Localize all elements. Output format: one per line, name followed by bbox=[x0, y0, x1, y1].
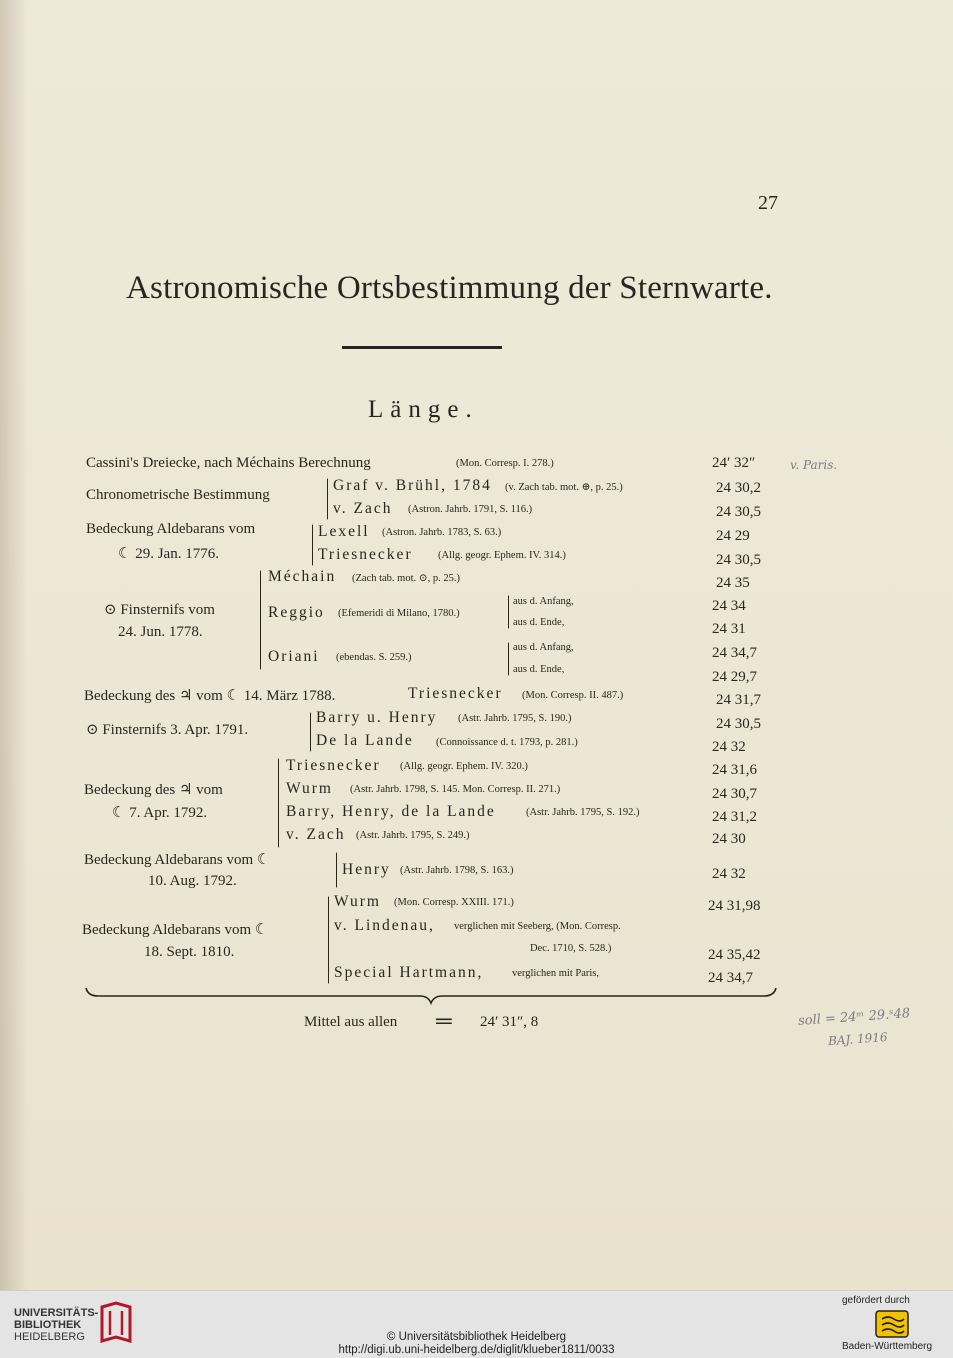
observer: De la Lande bbox=[316, 732, 414, 749]
observer: Lexell bbox=[318, 523, 370, 540]
row-reference: (Mon. Corresp. XXIII. 171.) bbox=[394, 897, 514, 908]
row-reference: (Efemeridi di Milano, 1780.) bbox=[338, 608, 460, 619]
row-reference: (Astr. Jahrb. 1795, S. 249.) bbox=[356, 830, 470, 841]
row-label: ☾ 29. Jan. 1776. bbox=[118, 546, 219, 562]
observer: Reggio bbox=[268, 604, 325, 621]
copyright-text: © Universitätsbibliothek Heidelberg bbox=[386, 1331, 567, 1343]
row-value: 24 32 bbox=[712, 739, 746, 755]
brace bbox=[310, 712, 311, 752]
observer: v. Lindenau, bbox=[334, 917, 435, 934]
copyright-block bbox=[0, 1331, 953, 1357]
mittel-value: 24′ 31″, 8 bbox=[480, 1014, 539, 1030]
observer: v. Zach bbox=[333, 500, 393, 517]
row-label: Bedeckung des ♃ vom bbox=[84, 782, 223, 798]
sub-label: aus d. Anfang, bbox=[513, 596, 574, 607]
row-reference: (Allg. geogr. Ephem. IV. 320.) bbox=[400, 761, 528, 772]
pencil-annotation: soll = 24ᵐ 29.ˢ48 bbox=[797, 1006, 911, 1029]
observer: Oriani bbox=[268, 648, 320, 665]
brace bbox=[260, 570, 261, 670]
row-label: Bedeckung des ♃ vom ☾ 14. März 1788. bbox=[84, 688, 336, 704]
row-value: 24 30,7 bbox=[712, 786, 757, 802]
row-label: ⊙ Finsternifs vom bbox=[104, 602, 215, 618]
brace bbox=[327, 478, 328, 520]
row-value: 24 29 bbox=[716, 528, 750, 544]
observer: Barry u. Henry bbox=[316, 709, 438, 726]
brace bbox=[508, 642, 509, 676]
row-value: 24 31,2 bbox=[712, 809, 757, 825]
row-value: 24 34 bbox=[712, 598, 746, 614]
brace bbox=[508, 595, 509, 629]
row-value: 24 30,2 bbox=[716, 480, 761, 496]
brace bbox=[328, 896, 329, 984]
row-value: 24 34,7 bbox=[708, 970, 753, 986]
observer: Wurm bbox=[286, 780, 333, 797]
observer: Special Hartmann, bbox=[334, 964, 484, 981]
title-rule bbox=[342, 346, 502, 349]
row-reference: Dec. 1710, S. 528.) bbox=[530, 943, 612, 954]
sub-label: aus d. Ende, bbox=[513, 617, 565, 628]
row-label: 18. Sept. 1810. bbox=[144, 944, 235, 960]
row-label: Cassini's Dreiecke, nach Méchains Berechnung bbox=[86, 455, 371, 471]
row-reference: (Astr. Jahrb. 1795, S. 190.) bbox=[458, 713, 572, 724]
row-label: 24. Jun. 1778. bbox=[118, 624, 203, 640]
row-reference: (Astr. Jahrb. 1798, S. 163.) bbox=[400, 865, 514, 876]
row-reference: (Astr. Jahrb. 1798, S. 145. Mon. Corresp. II. 271.) bbox=[350, 784, 561, 795]
row-reference: (Connoissance d. t. 1793, p. 281.) bbox=[436, 737, 578, 748]
row-label: Bedeckung Aldebarans vom ☾ bbox=[84, 852, 271, 868]
observer: Triesnecker bbox=[408, 685, 503, 702]
page-number: 27 bbox=[758, 192, 778, 214]
sub-label: aus d. Anfang, bbox=[513, 642, 574, 653]
page-title: Astronomische Ortsbestimmung der Sternwarte. bbox=[126, 270, 773, 306]
row-value: 24 31 bbox=[712, 621, 746, 637]
row-reference: (ebendas. S. 259.) bbox=[336, 652, 412, 663]
row-value: 24 35,42 bbox=[708, 947, 761, 963]
library-logo-text: UNIVERSITÄTS- BIBLIOTHEK HEIDELBERG bbox=[14, 1307, 99, 1343]
section-heading: Länge. bbox=[368, 396, 479, 423]
mittel-label: Mittel aus allen bbox=[304, 1014, 398, 1030]
row-value: 24 34,7 bbox=[712, 645, 757, 661]
row-value: 24 35 bbox=[716, 575, 750, 591]
row-reference: (Allg. geogr. Ephem. IV. 314.) bbox=[438, 550, 566, 561]
brace bbox=[336, 852, 337, 888]
row-reference: (Astr. Jahrb. 1795, S. 192.) bbox=[526, 807, 640, 818]
row-label: ☾ 7. Apr. 1792. bbox=[112, 805, 208, 821]
row-label: ⊙ Finsternifs 3. Apr. 1791. bbox=[86, 722, 249, 738]
source-url[interactable]: http://digi.ub.uni-heidelberg.de/diglit/klueber1811/0033 bbox=[338, 1344, 615, 1356]
row-label: Bedeckung Aldebarans vom bbox=[86, 521, 256, 537]
row-value: 24 32 bbox=[712, 866, 746, 882]
row-value: 24 30,5 bbox=[716, 504, 761, 520]
row-value: 24 30,5 bbox=[716, 552, 761, 568]
row-reference: (Mon. Corresp. I. 278.) bbox=[456, 458, 554, 469]
equals-sign: ═ bbox=[436, 1008, 452, 1033]
observer: Barry, Henry, de la Lande bbox=[286, 803, 496, 820]
row-label: 10. Aug. 1792. bbox=[148, 873, 237, 889]
observer: Henry bbox=[342, 861, 391, 878]
funding-label: gefördert durch bbox=[842, 1295, 910, 1306]
funder-name: Baden-Württemberg bbox=[842, 1341, 933, 1352]
summary-brace bbox=[84, 986, 778, 1006]
row-reference: (Astron. Jahrb. 1783, S. 63.) bbox=[382, 527, 502, 538]
bw-crest-icon bbox=[874, 1309, 910, 1339]
row-value: 24 30,5 bbox=[716, 716, 761, 732]
row-label: Bedeckung Aldebarans vom ☾ bbox=[82, 922, 269, 938]
row-reference: (Mon. Corresp. II. 487.) bbox=[522, 690, 624, 701]
row-reference: (v. Zach tab. mot. ⊕, p. 25.) bbox=[505, 482, 623, 493]
observer: v. Zach bbox=[286, 826, 346, 843]
footer-bar bbox=[0, 1290, 953, 1358]
row-value: 24 31,7 bbox=[716, 692, 761, 708]
row-reference: (Zach tab. mot. ⊙, p. 25.) bbox=[352, 573, 460, 584]
observer: Graf v. Brühl, 1784 bbox=[333, 477, 492, 494]
row-reference: (Astron. Jahrb. 1791, S. 116.) bbox=[408, 504, 533, 515]
row-value: 24 30 bbox=[712, 831, 746, 847]
row-value: 24 29,7 bbox=[712, 669, 757, 685]
observer: Wurm bbox=[334, 893, 381, 910]
row-value: 24 31,98 bbox=[708, 898, 761, 914]
pencil-annotation: BAJ. 1916 bbox=[827, 1029, 888, 1049]
pencil-annotation: v. Paris. bbox=[790, 458, 838, 472]
row-reference: verglichen mit Seeberg, (Mon. Corresp. bbox=[454, 921, 621, 932]
row-label: Chronometrische Bestimmung bbox=[86, 487, 270, 503]
row-value: 24 31,6 bbox=[712, 762, 757, 778]
brace bbox=[312, 524, 313, 566]
row-value: 24′ 32″ bbox=[712, 455, 756, 471]
sub-label: aus d. Ende, bbox=[513, 664, 565, 675]
observer: Triesnecker bbox=[318, 546, 413, 563]
observer: Triesnecker bbox=[286, 757, 381, 774]
row-reference: verglichen mit Paris, bbox=[512, 968, 599, 979]
observer: Méchain bbox=[268, 568, 337, 585]
brace bbox=[278, 758, 279, 848]
